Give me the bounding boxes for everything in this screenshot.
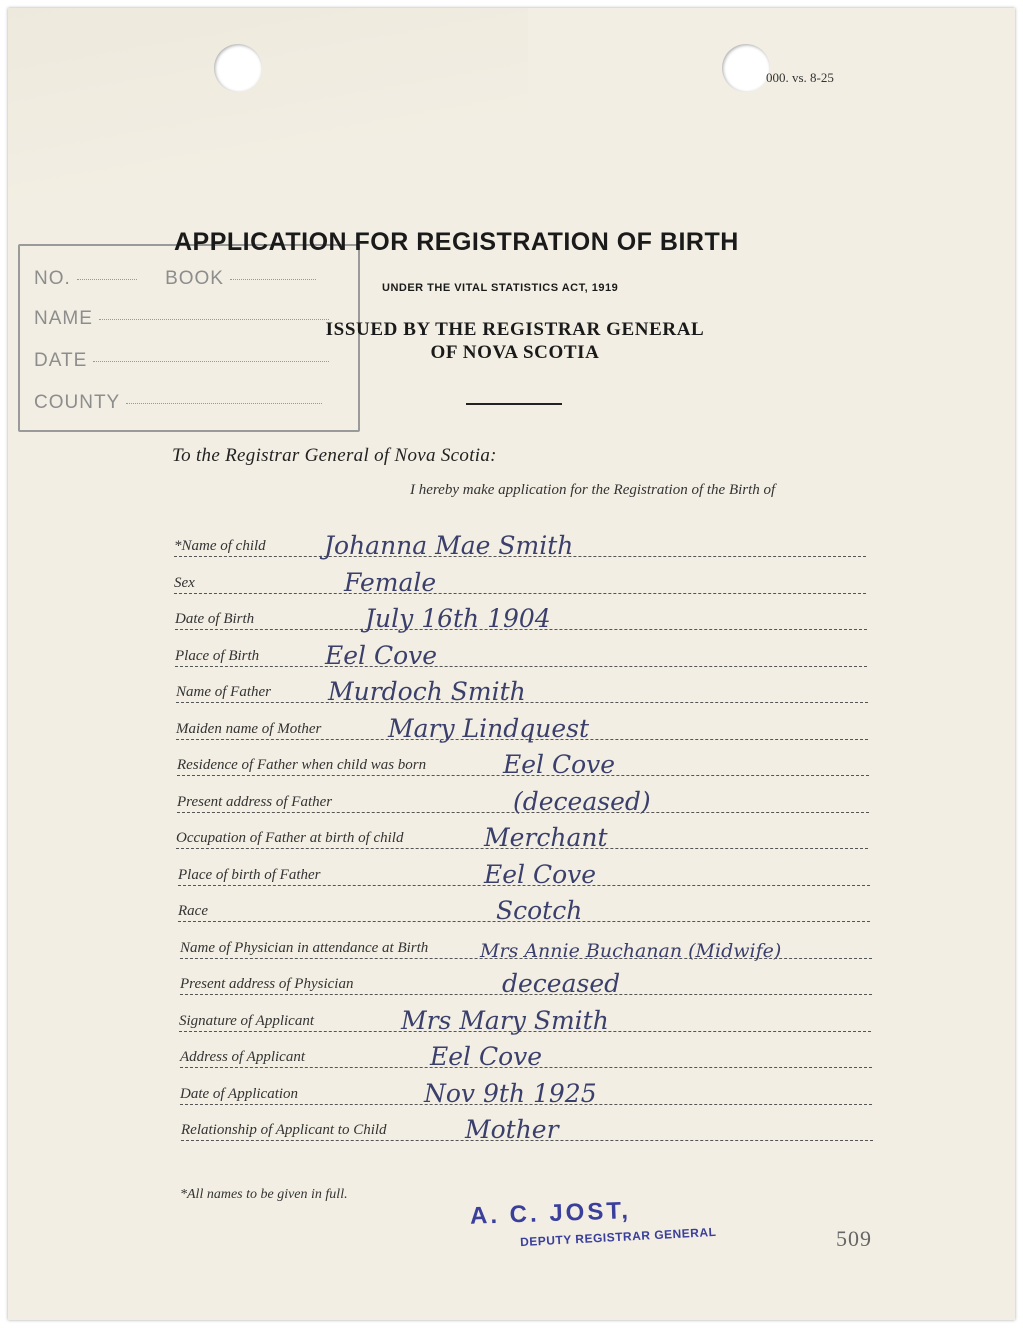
signer-name: A. C. JOST, (469, 1197, 632, 1230)
stamp-county-row (34, 392, 322, 414)
issued-line-2: OF NOVA SCOTIA (430, 342, 600, 363)
field-present-address-of-physician (180, 969, 872, 998)
field-name-of-child (174, 531, 866, 560)
field-value-handwritten: Merchant (484, 823, 608, 852)
stamp-book-label: BOOK (165, 268, 224, 289)
stamp-no-row (34, 268, 316, 290)
field-date-of-application (180, 1079, 872, 1108)
field-label: Sex (174, 575, 198, 592)
field-value-handwritten: Mary Lindquest (388, 714, 590, 743)
form-code: 000. vs. 8-25 (766, 70, 834, 85)
field-value-handwritten: Mrs Mary Smith (401, 1006, 609, 1035)
paper-fold-shadow (8, 8, 528, 208)
intro-text: I hereby make application for the Registration of the Birth of (410, 482, 776, 498)
field-value-handwritten: Johanna Mae Smith (324, 531, 574, 560)
field-label: Place of Birth (175, 648, 262, 665)
stamp-no-label: NO. (34, 268, 71, 289)
field-label: Residence of Father when child was born (177, 757, 429, 774)
field-address-of-applicant (180, 1042, 872, 1071)
field-label: Place of birth of Father (178, 867, 323, 884)
stamp-date-row (34, 350, 329, 372)
stamp-name-row (34, 308, 329, 330)
field-name-of-father (176, 677, 868, 706)
field-label: Address of Applicant (180, 1049, 308, 1066)
signer-title: DEPUTY REGISTRAR GENERAL (519, 1224, 717, 1250)
punch-hole-right (722, 44, 770, 92)
field-label: Signature of Applicant (179, 1013, 317, 1030)
field-residence-of-father (177, 750, 869, 779)
field-label: Occupation of Father at birth of child (176, 830, 406, 847)
field-label: Present address of Father (177, 794, 335, 811)
field-label: Name of Physician in attendance at Birth (180, 940, 431, 957)
field-value-handwritten: Scotch (496, 896, 583, 925)
field-label: Relationship of Applicant to Child (181, 1122, 390, 1139)
footnote: *All names to be given in full. (180, 1187, 348, 1202)
stamp-county-dots (126, 402, 322, 404)
field-label: Maiden name of Mother (176, 721, 324, 738)
field-date-of-birth (175, 604, 867, 633)
field-value-handwritten: Nov 9th 1925 (424, 1079, 597, 1108)
field-label: Date of Application (180, 1086, 301, 1103)
field-value-handwritten: deceased (502, 969, 621, 998)
form-subtitle: UNDER THE VITAL STATISTICS ACT, 1919 (382, 282, 619, 294)
field-occupation-of-father (176, 823, 868, 852)
stamp-no-dots (77, 278, 137, 280)
field-maiden-name-of-mother (176, 714, 868, 743)
field-label: Name of Father (176, 684, 274, 701)
field-place-of-birth-of-father (178, 860, 870, 889)
field-value-handwritten: Mrs Annie Buchanan (Midwife) (480, 940, 782, 962)
stamp-county-label: COUNTY (34, 392, 121, 413)
stamp-date-label: DATE (34, 350, 88, 371)
field-value-handwritten: Eel Cove (430, 1042, 543, 1071)
header-rule (466, 403, 562, 405)
issuing-authority (290, 318, 740, 364)
issued-line-1: ISSUED BY THE REGISTRAR GENERAL (325, 319, 705, 340)
field-value-handwritten: Eel Cove (325, 641, 438, 670)
field-present-address-of-father (177, 787, 869, 816)
field-relationship-of-applicant (181, 1115, 873, 1144)
registrar-stamp (469, 1197, 717, 1250)
punch-hole-left (214, 44, 262, 92)
field-label: *Name of child (174, 538, 269, 555)
field-place-of-birth (175, 641, 867, 670)
field-value-handwritten: Eel Cove (484, 860, 597, 889)
field-name-of-physician (180, 934, 872, 962)
field-value-handwritten: Murdoch Smith (328, 677, 526, 706)
field-value-handwritten: Female (344, 568, 437, 597)
stamp-book-dots (230, 278, 316, 280)
field-signature-of-applicant (179, 1006, 871, 1035)
field-value-handwritten: (deceased) (513, 787, 651, 816)
page-number: 509 (836, 1226, 872, 1251)
form-title: APPLICATION FOR REGISTRATION OF BIRTH (174, 228, 739, 256)
field-value-handwritten: Mother (465, 1115, 559, 1144)
field-sex (174, 568, 866, 597)
field-label: Race (178, 903, 211, 920)
salutation: To the Registrar General of Nova Scotia: (172, 445, 497, 466)
field-label: Date of Birth (175, 611, 257, 628)
field-race (178, 896, 870, 925)
field-value-handwritten: Eel Cove (503, 750, 616, 779)
field-value-handwritten: July 16th 1904 (365, 604, 551, 633)
stamp-name-label: NAME (34, 308, 93, 329)
field-label: Present address of Physician (180, 976, 356, 993)
